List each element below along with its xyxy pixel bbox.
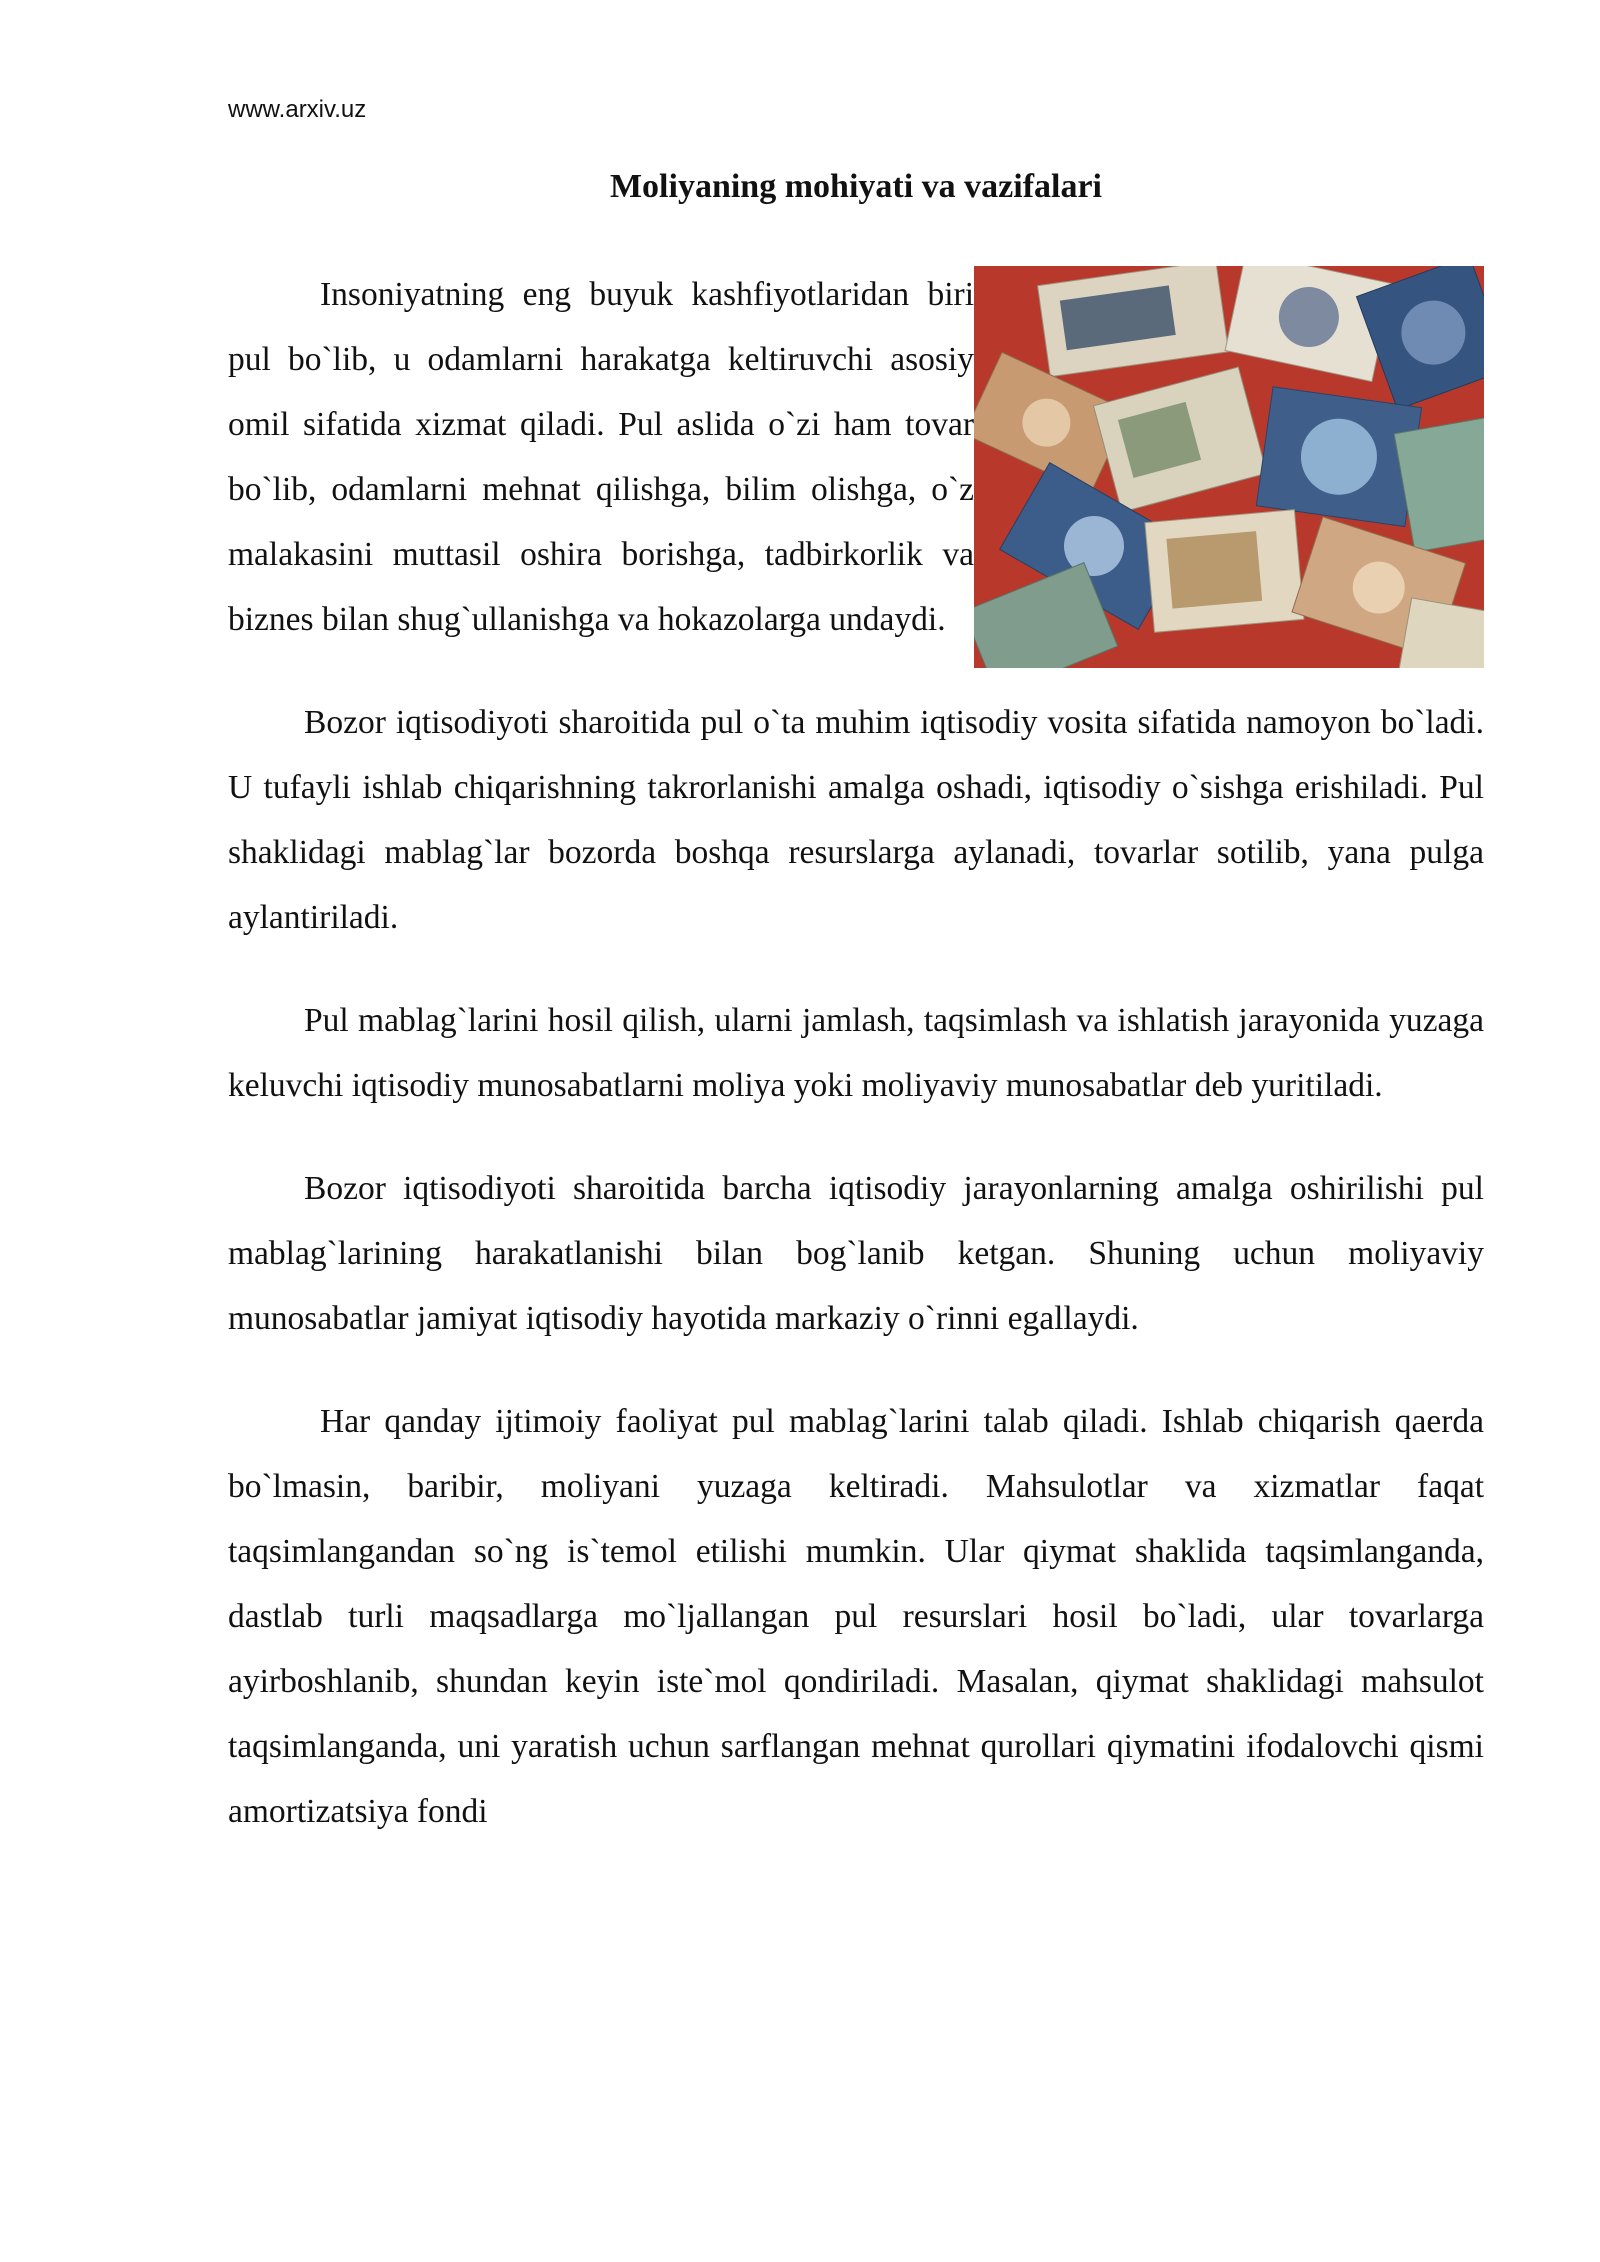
document-body	[228, 262, 1484, 1882]
banknotes-image	[974, 266, 1484, 668]
banknotes-illustration	[974, 266, 1484, 668]
paragraph-intro	[228, 262, 1484, 652]
site-url: www.arxiv.uz	[228, 96, 367, 123]
document-title: Moliyaning mohiyati va vazifalari	[609, 168, 1103, 205]
paragraph-4: Bozor iqtisodiyoti sharoitida barcha iqtisodiy jarayonlarning amalga oshirilishi pul mablag`larining harakatlanishi bilan bog`lanib ketgan. Shuning uchun moliyaviy munosabatlar jamiyat iqtisodiy hayotida markaziy o`rinni egallaydi.	[228, 1170, 1484, 1337]
paragraph-3: Pul mablag`larini hosil qilish, ularni jamlash, taqsimlash va ishlatish jarayonida yuzaga keluvchi iqtisodiy munosabatlarni moliya yoki moliyaviy munosabatlar deb yuritiladi.	[228, 1002, 1484, 1104]
paragraph-5: Har qanday ijtimoiy faoliyat pul mablag`larini talab qiladi. Ishlab chiqarish qaerda bo`lmasin, baribir, moliyani yuzaga keltiradi. Mahsulotlar va xizmatlar faqat taqsimlangandan so`ng is`temol etilishi mumkin. Ular qiymat shaklida taqsimlanganda, dastlab turli maqsadlarga mo`ljallangan pul resurslari hosil bo`ladi, ular tovarlarga ayirboshlanib, shundan keyin iste`mol qondiriladi. Masalan, qiymat shaklidagi mahsulot taqsimlanganda, uni yaratish uchun sarflangan mehnat qurollari qiymatini ifodalovchi qismi amortizatsiya fondi	[228, 1403, 1484, 1830]
paragraph-1-text: Insoniyatning eng buyuk kashfiyotlaridan biri pul bo`lib, u odamlarni harakatga keltiruvchi asosiy omil sifatida xizmat qiladi. Pul aslida o`zi ham tovar bo`lib, odamlarni mehnat qilishga, bilim olishga, o`z malakasini muttasil oshira borishga, tadbirkorlik va biznes bilan shug`ullanishga va hokazolarga undaydi.	[228, 276, 974, 638]
paragraph-2: Bozor iqtisodiyoti sharoitida pul o`ta muhim iqtisodiy vosita sifatida namoyon bo`ladi. U tufayli ishlab chiqarishning takrorlanishi amalga oshadi, iqtisodiy o`sishga erishiladi. Pul shaklidagi mablag`lar bozorda boshqa resurslarga aylanadi, tovarlar sotilib, yana pulga aylantiriladi.	[228, 704, 1484, 936]
